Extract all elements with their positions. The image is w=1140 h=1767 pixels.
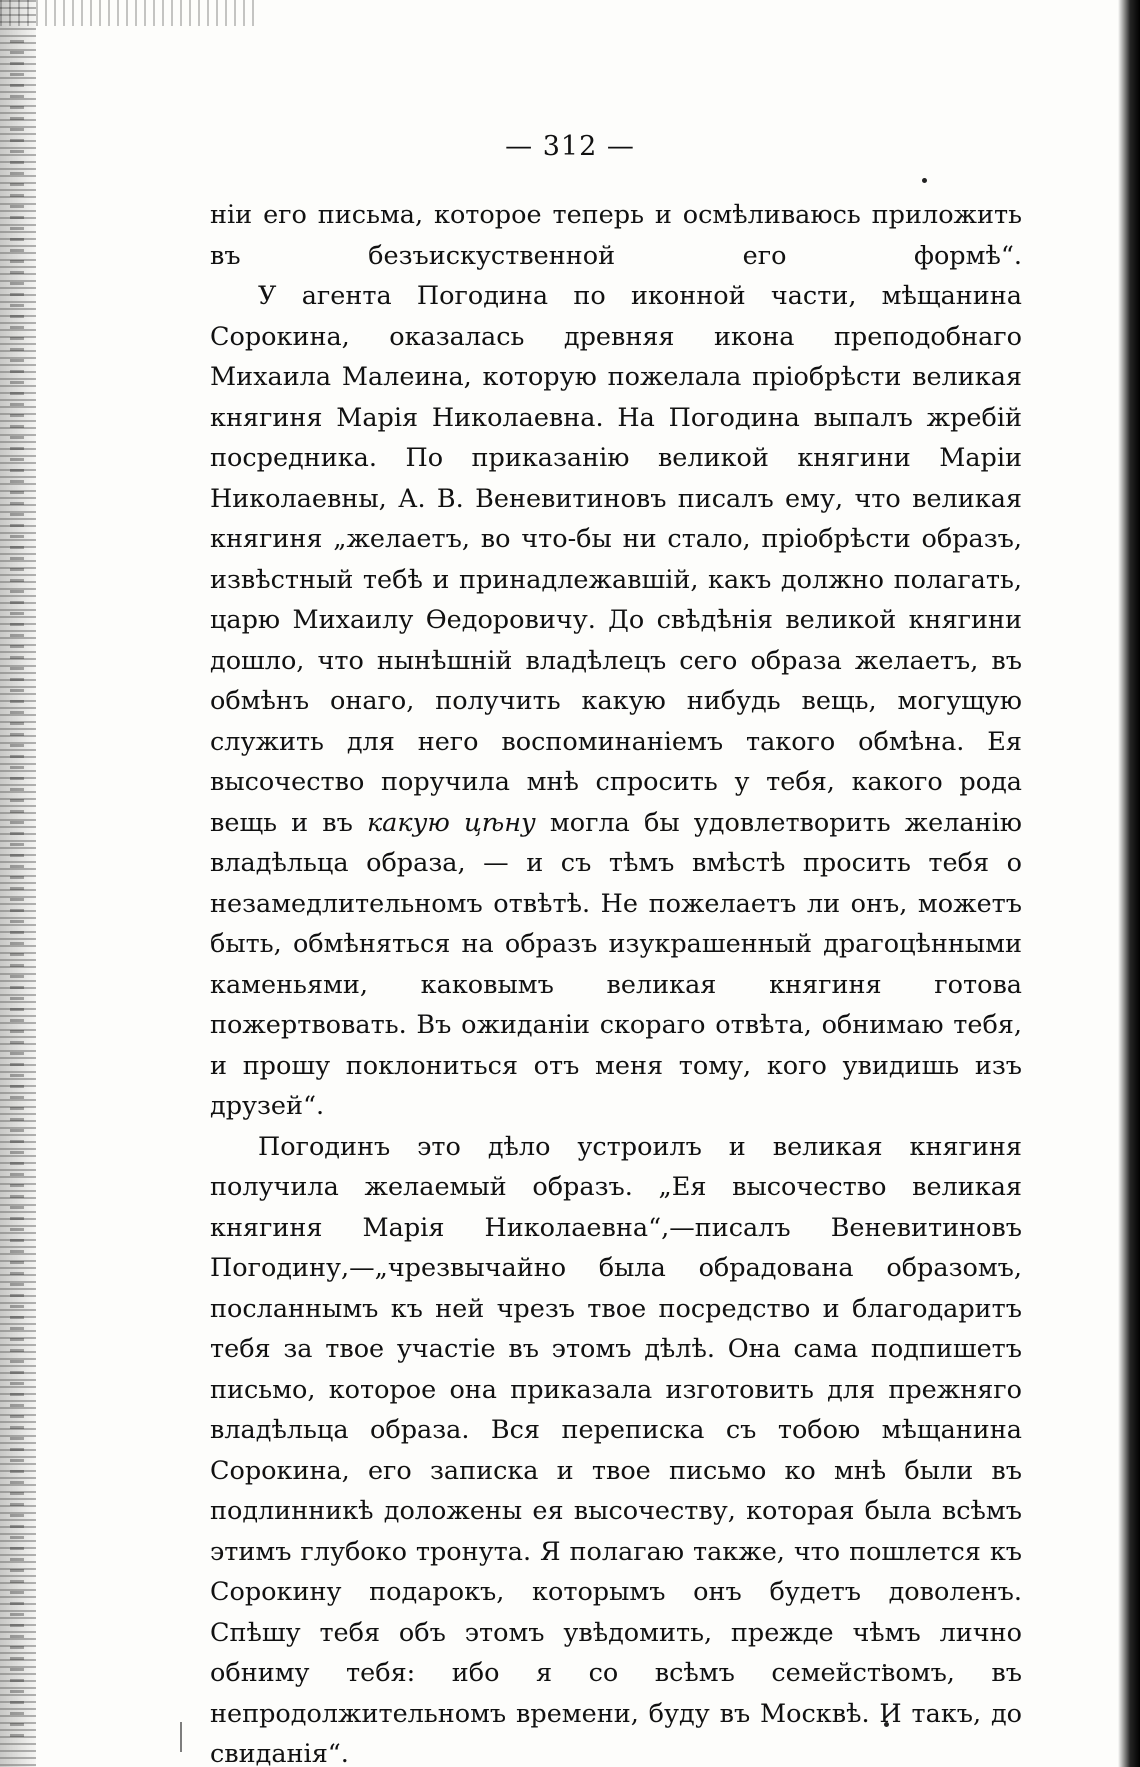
paragraph-text: могла бы удовлетворить желанію владѣльца образа, — и съ тѣмъ вмѣстѣ просить тебя о незамедлительномъ отвѣтѣ. Не пожелаетъ ли онъ, можетъ быть, обмѣняться на образъ изукрашенный драгоцѣнными каменьями, каковымъ великая княгиня готова пожертвовать. Въ ожиданіи скораго отвѣта, обнимаю тебя, и прошу поклониться отъ меня тому, кого увидишь изъ друзей“. (210, 807, 1022, 1121)
paragraph-text: У агента Погодина по иконной части, мѣщанина Сорокина, оказалась древняя икона преподобнаго Михаила Малеина, которую пожелала пріобрѣсти великая княгиня Марія Николаевна. На Погодина выпалъ жребій посредника. По приказанію великой княгини Маріи Николаевны, А. В. Веневитиновъ писалъ ему, что великая княгиня „желаетъ, во что-бы ни стало, пріобрѣсти образъ, извѣстный тебѣ и принадлежавшій, какъ должно полагать, царю Михаилу Ѳедоровичу. До свѣдѣнія великой княгини дошло, что нынѣшній владѣлецъ сего образа желаетъ, въ обмѣнъ онаго, получить какую нибудь вещь, могущую служить для него воспоминаніемъ такого обмѣна. Ея высочество поручила мнѣ спросить у тебя, какого рода вещь и въ (210, 281, 1022, 838)
body-text (210, 195, 1022, 1767)
emphasized-text: какую цѣну (366, 807, 536, 838)
scan-edge-right (1118, 0, 1140, 1767)
scan-edge-left-noise (10, 40, 24, 1740)
paragraph-icon-story (210, 276, 1022, 1127)
paragraph-continuation: ніи его письма, которое теперь и осмѣливаюсь приложить въ безъискуственной его формѣ“. (210, 200, 1022, 271)
scan-edge-top (0, 0, 260, 26)
scan-mark-bottom (180, 1722, 196, 1752)
page-number: — 312 — (505, 131, 635, 162)
paragraph-letter: Погодинъ это дѣло устроилъ и великая княгиня получила желаемый образъ. „Ея высочество великая княгиня Марія Николаевна“,—писалъ Веневитиновъ Погодину,—„чрезвычайно была обрадована образомъ, посланнымъ къ ней чрезъ твое посредство и благодаритъ тебя за твое участіе въ этомъ дѣлѣ. Она сама подпишетъ письмо, которое она приказала изготовить для прежняго владѣльца образа. Вся переписка съ тобою мѣщанина Сорокина, его записка и твое письмо ко мнѣ были въ подлинникѣ доложены ея высочеству, которая была всѣмъ этимъ глубоко тронута. Я полагаю также, что пошлется къ Сорокину подарокъ, которымъ онъ будетъ доволенъ. Спѣшу тебя объ этомъ увѣдомить, прежде чѣмъ лично обниму тебя: ибо я со всѣмъ семействомъ, въ непродолжительномъ времени, буду въ Москвѣ. И такъ, до свиданія“. (210, 1131, 1022, 1767)
scan-speck (922, 178, 927, 183)
